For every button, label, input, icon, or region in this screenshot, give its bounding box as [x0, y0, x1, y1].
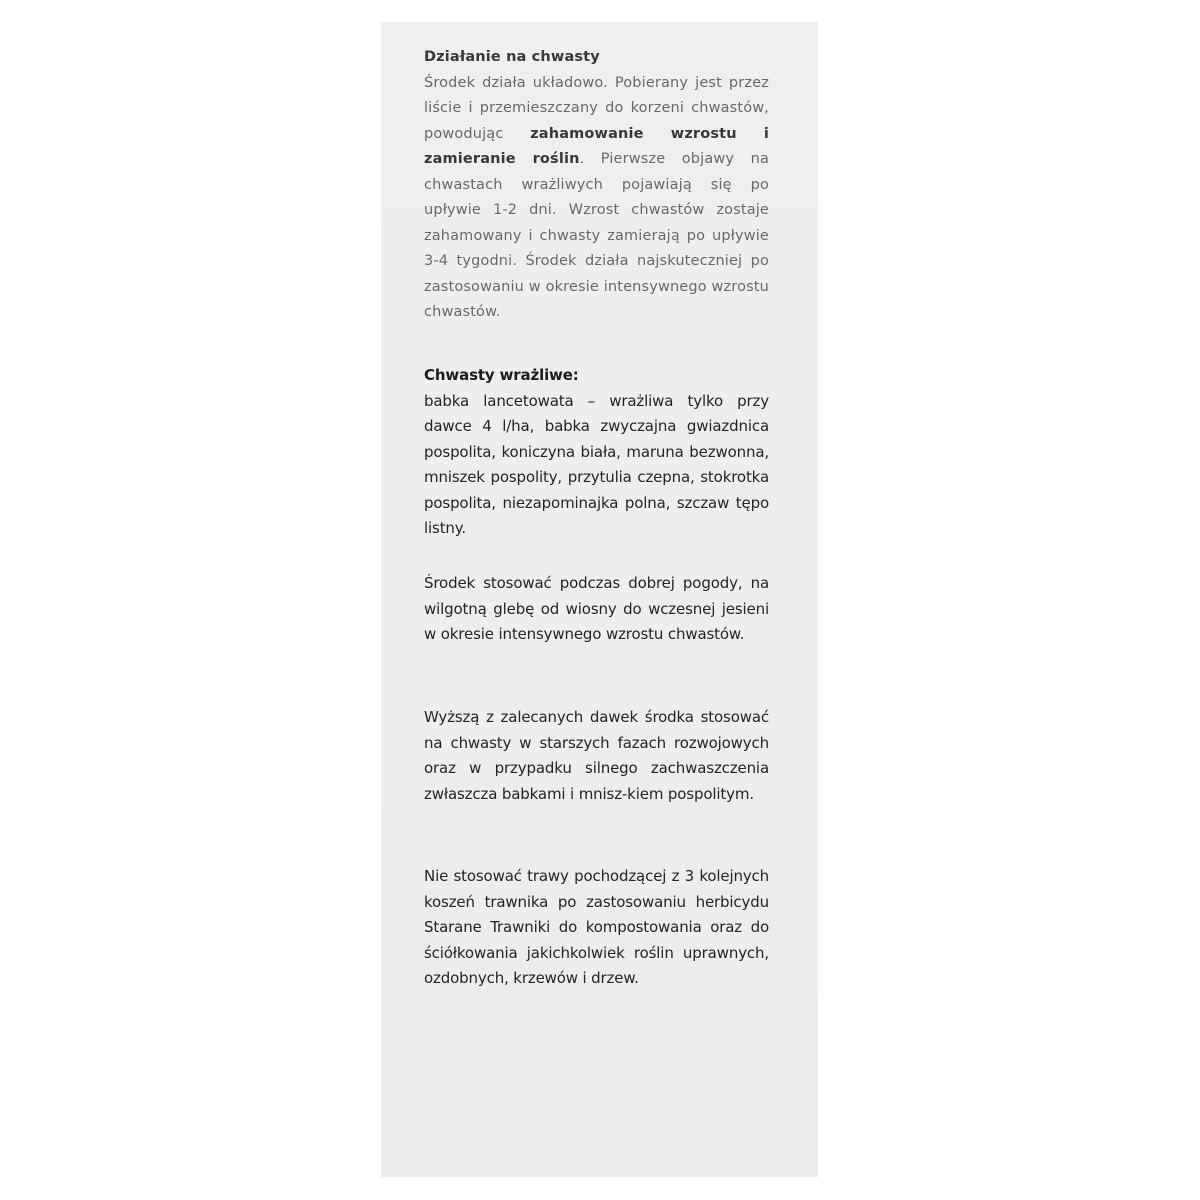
sensitive-weeds-section — [424, 363, 769, 542]
leaflet-panel — [381, 22, 818, 1177]
restriction-paragraph: Nie stosować trawy pochodzącej z 3 kolejnych koszeń trawnika po zastosowaniu herbicydu Starane Trawniki do kompostowania oraz do ściółkowania jakichkolwiek roślin uprawnych, ozdobnych, krzewów i drzew. — [424, 867, 769, 987]
weed-action-text-end: . Pierwsze objawy na chwastach wrażliwych pojawiają się po upływie 1-2 dni. Wzrost chwastów zostaje zahamowany i chwasty zamierają po upływie 3-4 tygodni. Środek działa najskuteczniej po zastosowaniu w okresie intensywnego wzrostu chwastów. — [424, 151, 769, 320]
sensitive-weeds-heading: Chwasty wrażliwe: — [424, 366, 579, 384]
weed-action-section — [424, 45, 769, 326]
application-paragraph: Środek stosować podczas dobrej pogody, na wilgotną glebę od wiosny do wczesnej jesieni w okresie intensywnego wzrostu chwastów. — [424, 574, 769, 643]
weed-action-heading: Działanie na chwasty — [424, 49, 600, 65]
weed-action-bold-text: zahamowanie wzrostu i zamieranie roślin — [424, 125, 769, 167]
weed-action-text-start: Środek działa układowo. Pobierany jest przez liście i przemieszczany do korzeni chwastów, powodując — [424, 74, 769, 142]
sensitive-weeds-text: babka lancetowata – wrażliwa tylko przy dawce 4 l/ha, babka zwyczajna gwiazdnica pospolita, koniczyna biała, maruna bezwonna, mniszek pospolity, przytulia czepna, stokrotka pospolita, niezapominajka polna, szczaw tępo listny. — [424, 391, 769, 537]
dosage-paragraph: Wyższą z zalecanych dawek środka stosować na chwasty w starszych fazach rozwojowych oraz w przypadku silnego zachwaszczenia zwłaszcza babkami i mnisz-kiem pospolitym. — [424, 708, 769, 803]
